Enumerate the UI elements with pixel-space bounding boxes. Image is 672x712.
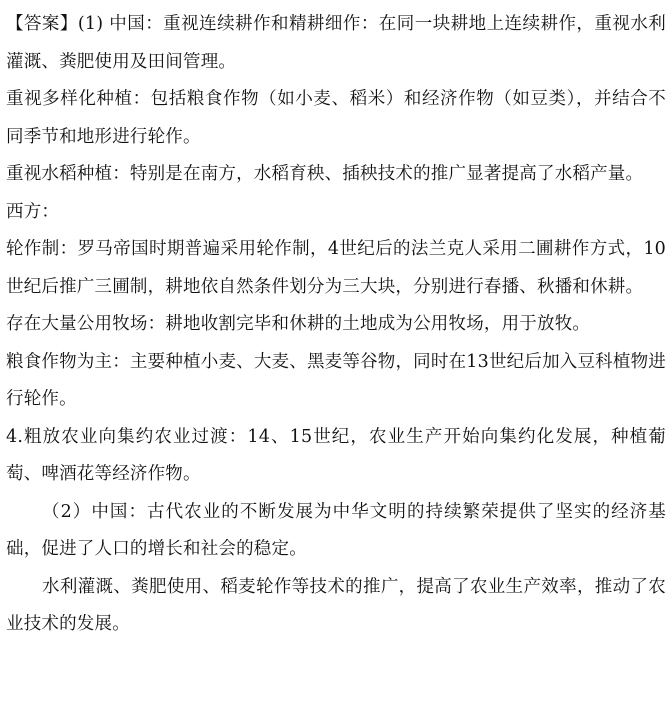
section-heading-west: 西方： xyxy=(6,201,60,222)
answer-china-diversified-planting: 重视多样化种植：包括粮食作物（如小麦、稻米）和经济作物（如豆类），并结合不同季节和地形进行轮作。 xyxy=(6,89,666,147)
answer-part2-technology-spread: 水利灌溉、粪肥使用、稻麦轮作等技术的推广，提高了农业生产效率，推动了农业技术的发展。 xyxy=(6,576,666,634)
answer-west-crop-rotation: 轮作制：罗马帝国时期普遍采用轮作制，4世纪后的法兰克人采用二圃耕作方式，10世纪后推广三圃制，耕地依自然条件划分为三大块，分别进行春播、秋播和休耕。 xyxy=(6,239,666,297)
answer-west-intensive-transition: 4.粗放农业向集约农业过渡：14、15世纪，农业生产开始向集约化发展，种植葡萄、啤酒花等经济作物。 xyxy=(6,426,666,484)
answer-west-grain-crops: 粮食作物为主：主要种植小麦、大麦、黑麦等谷物，同时在13世纪后加入豆科植物进行轮作。 xyxy=(6,351,666,409)
answer-china-continuous-farming: 【答案】(1) 中国：重视连续耕作和精耕细作：在同一块耕地上连续耕作，重视水利灌溉、粪肥使用及田间管理。 xyxy=(6,14,666,72)
answer-china-rice-planting: 重视水稻种植：特别是在南方，水稻育秧、插秧技术的推广显著提高了水稻产量。 xyxy=(6,164,644,184)
answer-west-common-pasture: 存在大量公用牧场：耕地收割完毕和休耕的土地成为公用牧场，用于放牧。 xyxy=(6,314,591,334)
answer-part2-china-significance: （2）中国：古代农业的不断发展为中华文明的持续繁荣提供了坚实的经济基础，促进了人口的增长和社会的稳定。 xyxy=(6,501,666,559)
